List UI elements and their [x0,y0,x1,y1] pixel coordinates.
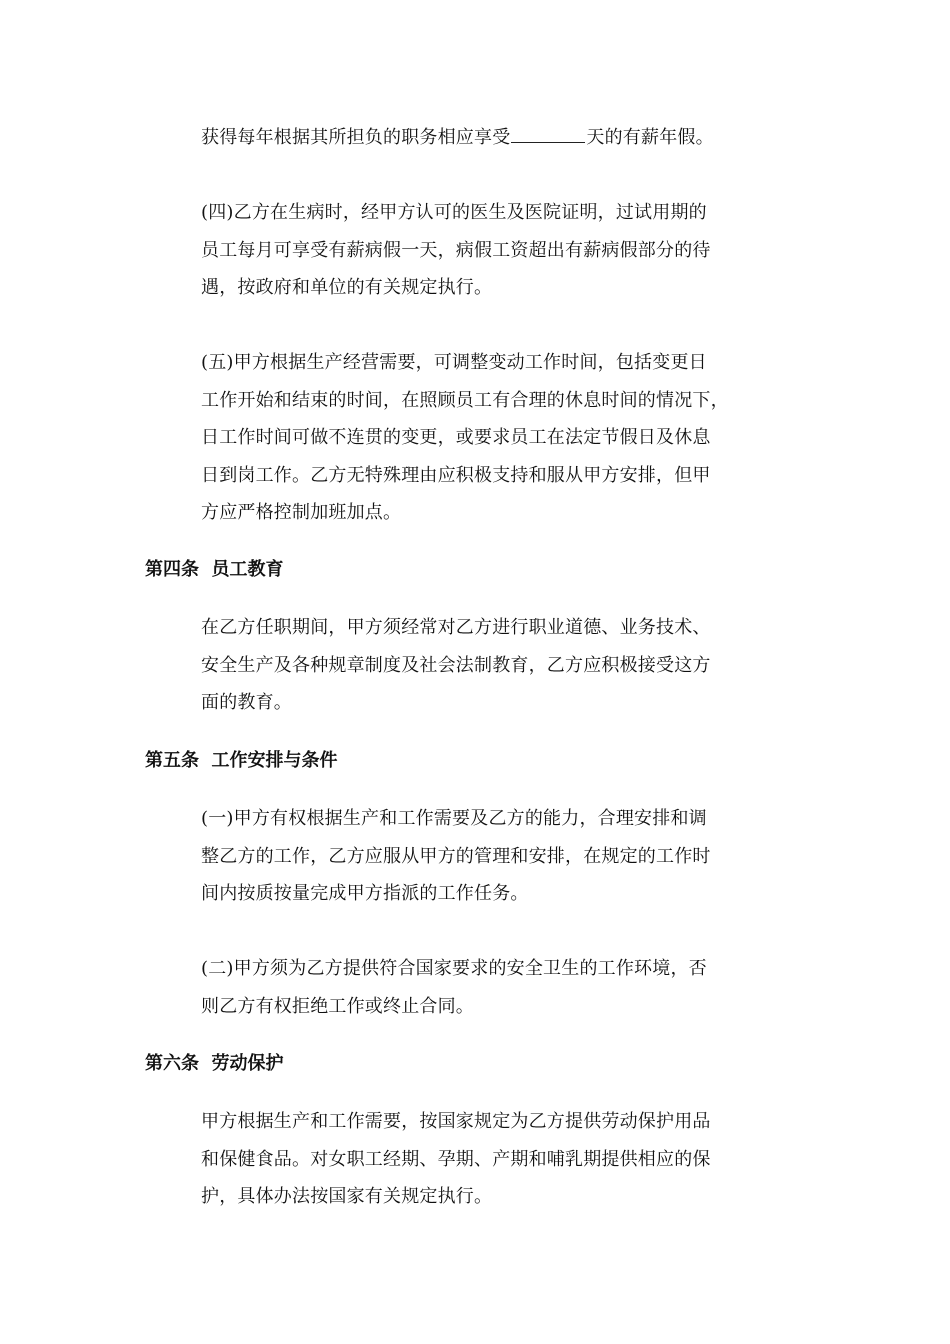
text-line: (二)甲方须为乙方提供符合国家要求的安全卫生的工作环境，否 [201,958,707,979]
text-before-blank: 获得每年根据其所担负的职务相应享受 [201,127,511,148]
paragraph-sick-leave [201,194,753,307]
text-line: 日到岗工作。乙方无特殊理由应积极支持和服从甲方安排，但甲 [201,464,711,486]
fill-in-blank[interactable] [511,126,585,143]
heading-article-5: 第五条 工作安排与条件 [145,750,338,771]
paragraph-education [201,609,753,722]
text-line: 面的教育。 [201,692,292,713]
text-line: 遇，按政府和单位的有关规定执行。 [201,277,493,298]
heading-article-4: 第四条 员工教育 [145,559,284,580]
text-line: (四)乙方在生病时，经甲方认可的医生及医院证明，过试用期的 [201,202,707,223]
text-line: 方应严格控制加班加点。 [201,502,402,523]
text-line: 则乙方有权拒绝工作或终止合同。 [201,995,474,1017]
text-line: 工作开始和结束的时间，在照顾员工有合理的休息时间的情况下， [201,389,729,411]
text-line: 在乙方任职期间，甲方须经常对乙方进行职业道德、业务技术、 [201,617,711,638]
text-line: 整乙方的工作，乙方应服从甲方的管理和安排，在规定的工作时 [201,845,711,867]
paragraph-annual-leave [201,119,753,157]
heading-article-6: 第六条 劳动保护 [145,1053,284,1074]
paragraph-labor-protection [201,1103,753,1216]
text-line: (一)甲方有权根据生产和工作需要及乙方的能力，合理安排和调 [201,808,707,829]
paragraph-working-time [201,344,753,532]
text-line: 员工每月可享受有薪病假一天，病假工资超出有薪病假部分的待 [201,239,711,261]
paragraph-work-environment [201,950,753,1025]
text-after-blank: 天的有薪年假。 [586,127,714,148]
text-line: 甲方根据生产和工作需要，按国家规定为乙方提供劳动保护用品 [201,1111,711,1132]
text-line: 护，具体办法按国家有关规定执行。 [201,1186,493,1207]
text-line: (五)甲方根据生产经营需要，可调整变动工作时间，包括变更日 [201,352,707,373]
paragraph-work-arrangement [201,800,753,913]
text-line: 日工作时间可做不连贯的变更，或要求员工在法定节假日及休息 [201,427,711,448]
text-line: 间内按质按量完成甲方指派的工作任务。 [201,883,529,904]
text-line: 安全生产及各种规章制度及社会法制教育，乙方应积极接受这方 [201,654,711,676]
text-line [201,119,753,157]
text-line: 和保健食品。对女职工经期、孕期、产期和哺乳期提供相应的保 [201,1148,711,1170]
